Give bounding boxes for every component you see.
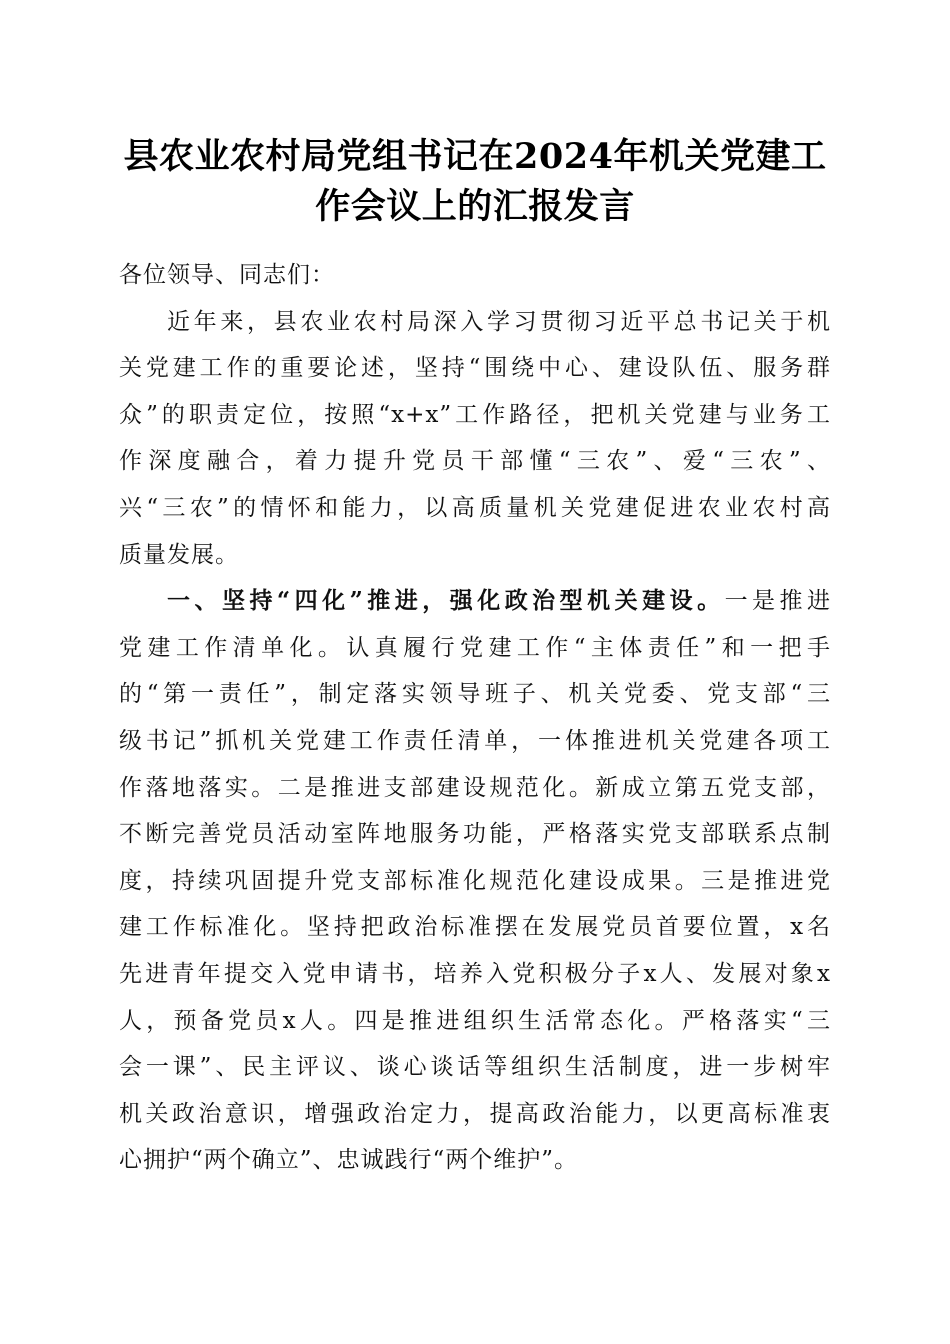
paragraph-line: 建工作标准化。坚持把政治标准摆在发展党员首要位置，x名 [119, 914, 831, 941]
paragraph-line: 党建工作清单化。认真履行党建工作“主体责任”和一把手 [119, 634, 831, 661]
paragraph-line: 作落地落实。二是推进支部建设规范化。新成立第五党支部， [119, 774, 831, 801]
paragraph-line: 质量发展。 [119, 541, 239, 568]
paragraph-section-one [119, 578, 831, 1184]
paragraph-line: 众”的职责定位，按照“x+x”工作路径，把机关党建与业务工 [119, 401, 831, 428]
paragraph-line: 不断完善党员活动室阵地服务功能，严格落实党支部联系点制 [119, 821, 831, 848]
paragraph-line: 作深度融合，着力提升党员干部懂“三农”、爱“三农”、 [119, 448, 831, 475]
paragraph-line: 度，持续巩固提升党支部标准化规范化建设成果。三是推进党 [119, 867, 831, 894]
title-line-2: 作会议上的汇报发言 [315, 186, 635, 227]
section-heading-continuation: 一是推进 [724, 588, 832, 615]
paragraph-line: 机关政治意识，增强政治定力，提高政治能力，以更高标准衷 [119, 1100, 831, 1127]
paragraph-line: 级书记”抓机关党建工作责任清单，一体推进机关党建各项工 [119, 727, 831, 754]
paragraph-line: 兴“三农”的情怀和能力，以高质量机关党建促进农业农村高 [119, 494, 831, 521]
section-heading: 一、坚持“四化”推进，强化政治型机关建设。 [167, 587, 725, 615]
paragraph-line [119, 578, 831, 625]
document-title [100, 132, 850, 232]
paragraph-line: 心拥护“两个确立”、忠诚践行“两个维护”。 [119, 1147, 579, 1174]
paragraph-line: 关党建工作的重要论述，坚持“围绕中心、建设队伍、服务群 [119, 355, 831, 382]
title-line-1: 县农业农村局党组书记在2024年机关党建工 [123, 136, 827, 177]
document-body [119, 252, 831, 1184]
paragraph-line: 先进青年提交入党申请书，培养入党积极分子x人、发展对象x [119, 960, 831, 987]
paragraph-line: 的“第一责任”，制定落实领导班子、机关党委、党支部“三 [119, 681, 831, 708]
paragraph-line: 近年来，县农业农村局深入学习贯彻习近平总书记关于机 [167, 308, 831, 335]
paragraph-line: 会一课”、民主评议、谈心谈话等组织生活制度，进一步树牢 [119, 1054, 831, 1081]
paragraph-intro [119, 299, 831, 579]
salutation: 各位领导、同志们： [119, 262, 335, 288]
paragraph-line: 人，预备党员x人。四是推进组织生活常态化。严格落实“三 [119, 1007, 831, 1034]
